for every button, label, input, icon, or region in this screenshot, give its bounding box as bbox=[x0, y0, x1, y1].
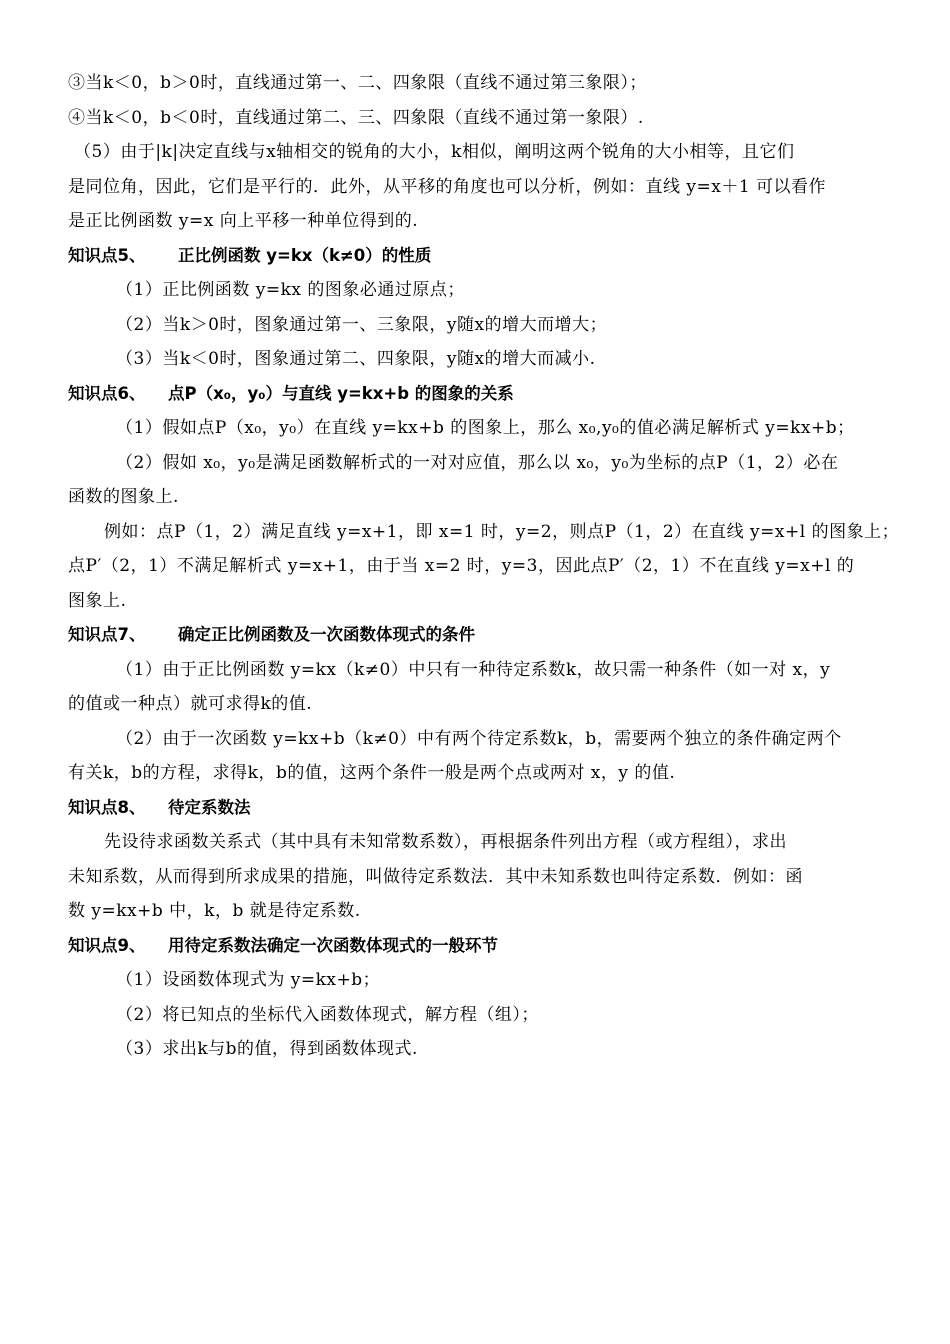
paragraph-line: （5）由于|k|决定直线与x轴相交的锐角的大小，k相似，阐明这两个锐角的大小相等，且它们 bbox=[74, 142, 795, 162]
paragraph-line: （1）假如点P（x₀，y₀）在直线 y=kx+b 的图象上，那么 x₀,y₀的值必满足解析式 y=kx+b； bbox=[116, 418, 855, 438]
paragraph-line: 例如：点P（1，2）满足直线 y=x+1，即 x=1 时，y=2，则点P（1，2）在直线 y=x+l 的图象上； bbox=[104, 521, 900, 542]
paragraph-line: ④当k＜0，b＜0时，直线通过第二、三、四象限（直线不通过第一象限）. bbox=[68, 107, 644, 128]
section-title: 正比例函数 y=kx（k≠0）的性质 bbox=[178, 245, 432, 265]
section-heading-8 bbox=[68, 791, 882, 826]
section-title: 用待定系数法确定一次函数体现式的一般环节 bbox=[168, 935, 498, 955]
paragraph-line: 函数的图象上. bbox=[68, 487, 179, 507]
section-number: 知识点7、 bbox=[68, 625, 146, 644]
section-heading-6 bbox=[68, 377, 882, 412]
paragraph-line: （2）假如 x₀，y₀是满足函数解析式的一对对应值，那么以 x₀，y₀为坐标的点P（1，2）必在 bbox=[116, 452, 839, 473]
section-number: 知识点9、 bbox=[68, 935, 146, 955]
section-title: 待定系数法 bbox=[168, 797, 251, 817]
paragraph-line: 图象上. bbox=[68, 590, 127, 611]
paragraph-line: 点P′（2，1）不满足解析式 y=x+1，由于当 x=2 时，y=3，因此点P′（2，1）不在直线 y=x+l 的 bbox=[68, 556, 855, 576]
paragraph-line: （2）由于一次函数 y=kx+b（k≠0）中有两个待定系数k，b，需要两个独立的条件确定两个 bbox=[116, 728, 842, 749]
paragraph-line: 有关k，b的方程，求得k，b的值，这两个条件一般是两个点或两对 x，y 的值. bbox=[68, 763, 676, 783]
paragraph-line: （2）将已知点的坐标代入函数体现式，解方程（组）； bbox=[116, 1004, 539, 1025]
paragraph-line: 是正比例函数 y=x 向上平移一种单位得到的. bbox=[68, 211, 419, 231]
paragraph-line: ③当k＜0，b＞0时，直线通过第一、二、四象限（直线不通过第三象限）； bbox=[68, 73, 647, 93]
paragraph-line: 是同位角，因此，它们是平行的．此外，从平移的角度也可以分析，例如：直线 y=x＋1 可以看作 bbox=[68, 176, 827, 197]
paragraph-line: 先设待求函数关系式（其中具有未知常数系数），再根据条件列出方程（或方程组），求出 bbox=[104, 832, 787, 852]
section-heading-9 bbox=[68, 929, 882, 964]
paragraph-line: （1）正比例函数 y=kx 的图象必通过原点； bbox=[116, 280, 465, 300]
section-number: 知识点5、 bbox=[68, 245, 146, 265]
paragraph-line: （1）由于正比例函数 y=kx（k≠0）中只有一种待定系数k，故只需一种条件（如一对 x，y bbox=[116, 659, 831, 680]
section-number: 知识点8、 bbox=[68, 797, 146, 817]
paragraph-line: （1）设函数体现式为 y=kx+b； bbox=[116, 970, 381, 990]
document-page bbox=[68, 66, 900, 1067]
paragraph-line: （2）当k＞0时，图象通过第一、三象限，y随x的增大而增大； bbox=[116, 314, 608, 335]
paragraph-line: （3）当k＜0时，图象通过第二、四象限，y随x的增大而减小. bbox=[116, 349, 596, 369]
paragraph-line: 的值或一种点）就可求得k的值. bbox=[68, 694, 313, 714]
section-number: 知识点6、 bbox=[68, 383, 146, 403]
paragraph-line: 数 y=kx+b 中，k，b 就是待定系数. bbox=[68, 901, 361, 921]
section-heading-5 bbox=[68, 239, 882, 274]
section-heading-7 bbox=[68, 618, 882, 653]
paragraph-line: （3）求出k与b的值，得到函数体现式. bbox=[116, 1039, 418, 1059]
paragraph-line: 未知系数，从而得到所求成果的措施，叫做待定系数法．其中未知系数也叫待定系数．例如：函 bbox=[68, 866, 803, 887]
section-title: 点P（x₀，y₀）与直线 y=kx+b 的图象的关系 bbox=[168, 383, 514, 403]
section-title: 确定正比例函数及一次函数体现式的条件 bbox=[178, 625, 475, 644]
